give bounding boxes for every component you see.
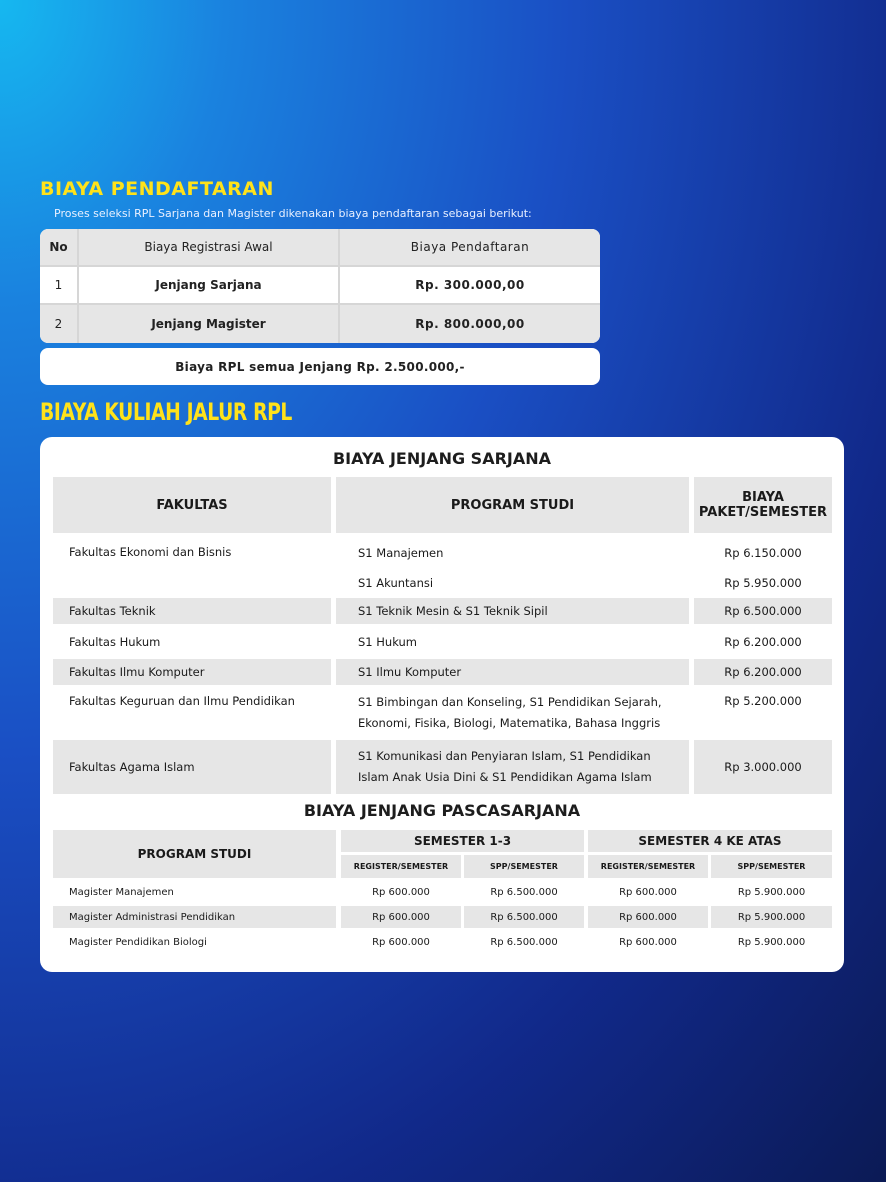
- pasca-fee-cell: Rp 600.000: [588, 931, 708, 953]
- pasca-fee-cell: Rp 600.000: [341, 931, 461, 953]
- pasca-fee-cell: Rp 6.500.000: [464, 931, 584, 953]
- row-level: Jenjang Sarjana: [79, 267, 340, 305]
- table-row: [40, 305, 600, 343]
- faculty-cell: Fakultas Hukum: [53, 628, 331, 656]
- registration-title: BIAYA PENDAFTARAN: [40, 178, 274, 200]
- pasca-fee-cell: Rp 5.900.000: [711, 906, 832, 928]
- fee-cell: Rp 3.000.000: [694, 740, 832, 794]
- fee-cell: Rp 6.200.000: [694, 628, 832, 656]
- header-registration: Biaya Registrasi Awal: [79, 229, 340, 267]
- faculty-cell: Fakultas Ilmu Komputer: [53, 659, 331, 685]
- row-fee: Rp. 300.000,00: [340, 267, 600, 305]
- registration-subtitle: Proses seleksi RPL Sarjana dan Magister dikenakan biaya pendaftaran sebagai berikut:: [54, 207, 532, 220]
- faculty-cell: Fakultas Teknik: [53, 598, 331, 624]
- pasca-heading: BIAYA JENJANG PASCASARJANA: [303, 801, 581, 820]
- header-program: PROGRAM STUDI: [53, 830, 336, 878]
- rpl-fee-note: Biaya RPL semua Jenjang Rp. 2.500.000,-: [40, 348, 600, 385]
- pasca-fee-cell: Rp 600.000: [341, 881, 461, 903]
- program-cell: S1 Teknik Mesin & S1 Teknik Sipil: [336, 598, 689, 624]
- row-fee: Rp. 800.000,00: [340, 305, 600, 343]
- pasca-fee-cell: Rp 6.500.000: [464, 881, 584, 903]
- header-register: REGISTER/SEMESTER: [588, 855, 708, 878]
- pasca-fee-cell: Rp 5.900.000: [711, 881, 832, 903]
- pasca-program-cell: Magister Administrasi Pendidikan: [53, 906, 336, 928]
- header-fee-line2: PAKET/SEMESTER: [698, 505, 828, 520]
- pasca-fee-cell: Rp 600.000: [588, 881, 708, 903]
- registration-table: [40, 229, 600, 343]
- header-program: PROGRAM STUDI: [336, 477, 689, 533]
- header-spp: SPP/SEMESTER: [711, 855, 832, 878]
- pasca-fee-cell: Rp 6.500.000: [464, 906, 584, 928]
- program-cell: S1 Hukum: [336, 628, 689, 656]
- fee-cell: Rp 6.500.000: [694, 598, 832, 624]
- header-faculty: FAKULTAS: [53, 477, 331, 533]
- program-line: Islam Anak Usia Dini & S1 Pendidikan Agama Islam: [358, 770, 652, 784]
- table-header-row: [40, 229, 600, 267]
- faculty-cell: Fakultas Keguruan dan Ilmu Pendidikan: [53, 688, 331, 738]
- tuition-card: [40, 437, 844, 972]
- faculty-cell: Fakultas Agama Islam: [53, 740, 331, 794]
- header-no: No: [40, 229, 79, 267]
- program-line: Ekonomi, Fisika, Biologi, Matematika, Bahasa Inggris: [358, 716, 661, 730]
- header-register: REGISTER/SEMESTER: [341, 855, 461, 878]
- tuition-title: BIAYA KULIAH JALUR RPL: [40, 398, 292, 426]
- row-no: 1: [40, 267, 79, 305]
- program-line: S1 Bimbingan dan Konseling, S1 Pendidikan Sejarah,: [358, 695, 662, 709]
- table-row: [40, 267, 600, 305]
- program-cell: [336, 740, 689, 794]
- header-fee-line1: BIAYA: [742, 490, 784, 505]
- program-cell: S1 Akuntansi: [336, 568, 689, 598]
- header-spp: SPP/SEMESTER: [464, 855, 584, 878]
- fee-cell: Rp 5.950.000: [694, 568, 832, 598]
- pasca-fee-cell: Rp 600.000: [588, 906, 708, 928]
- sarjana-heading: BIAYA JENJANG SARJANA: [332, 449, 552, 468]
- fee-cell: Rp 6.200.000: [694, 659, 832, 685]
- program-cell: [336, 688, 689, 738]
- row-level: Jenjang Magister: [79, 305, 340, 343]
- fee-cell: Rp 6.150.000: [694, 538, 832, 568]
- program-cell: S1 Manajemen: [336, 538, 689, 568]
- pasca-fee-cell: Rp 5.900.000: [711, 931, 832, 953]
- program-cell: S1 Ilmu Komputer: [336, 659, 689, 685]
- header-fee: [694, 477, 832, 533]
- pasca-program-cell: Magister Manajemen: [53, 881, 336, 903]
- header-semester-4: SEMESTER 4 KE ATAS: [588, 830, 832, 852]
- row-no: 2: [40, 305, 79, 343]
- program-line: S1 Komunikasi dan Penyiaran Islam, S1 Pendidikan: [358, 749, 651, 763]
- pasca-fee-cell: Rp 600.000: [341, 906, 461, 928]
- faculty-cell: Fakultas Ekonomi dan Bisnis: [53, 538, 331, 598]
- header-fee: Biaya Pendaftaran: [340, 229, 600, 267]
- pasca-program-cell: Magister Pendidikan Biologi: [53, 931, 336, 953]
- fee-cell: Rp 5.200.000: [694, 688, 832, 738]
- header-semester-1-3: SEMESTER 1-3: [341, 830, 584, 852]
